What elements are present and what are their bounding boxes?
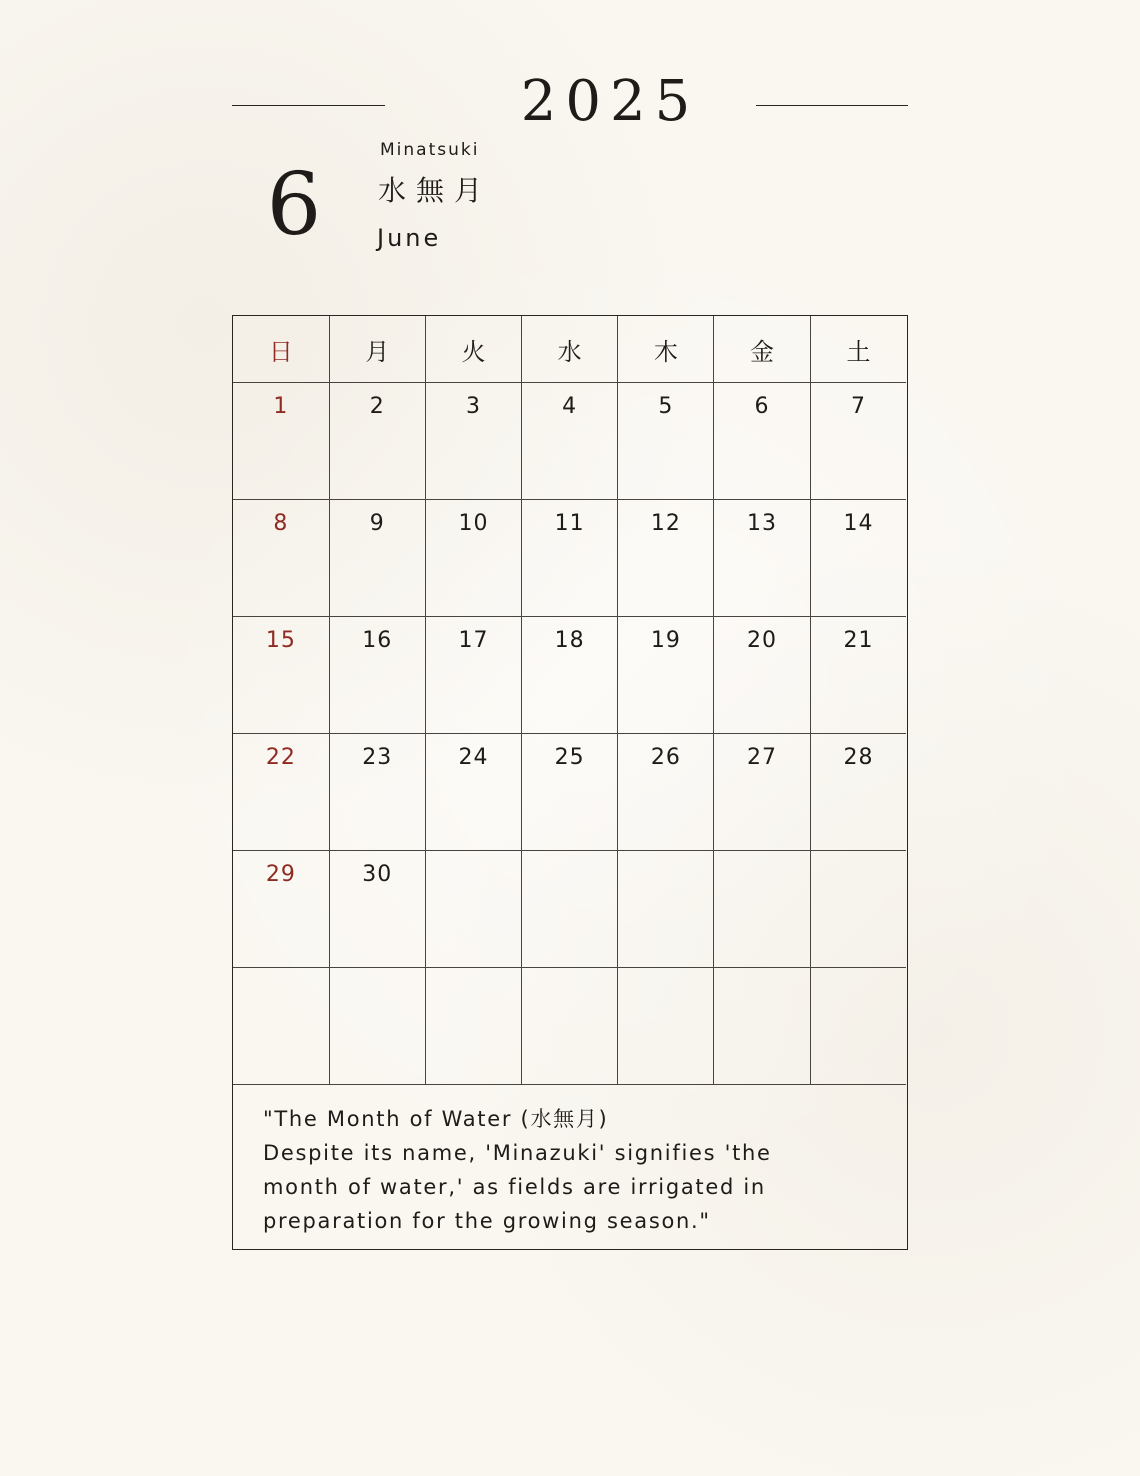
note-line: "The Month of Water (水無月) bbox=[263, 1107, 609, 1131]
day-number bbox=[522, 851, 617, 863]
day-cell bbox=[522, 734, 618, 851]
day-cell bbox=[233, 617, 329, 734]
day-cell bbox=[810, 617, 906, 734]
header-rule-left bbox=[232, 105, 385, 106]
day-number bbox=[811, 968, 907, 980]
week-row-3 bbox=[233, 617, 906, 734]
day-number: 20 bbox=[747, 628, 778, 653]
month-english-name: June bbox=[377, 224, 442, 252]
day-cell bbox=[522, 968, 618, 1085]
day-number bbox=[522, 968, 617, 980]
note-line: Despite its name, 'Minazuki' signifies 'the bbox=[263, 1141, 772, 1165]
day-cell bbox=[810, 851, 906, 968]
day-cell bbox=[714, 500, 810, 617]
week-row-2 bbox=[233, 500, 906, 617]
day-number: 4 bbox=[562, 394, 578, 419]
week-row-1 bbox=[233, 383, 906, 500]
day-number: 9 bbox=[369, 511, 385, 536]
week-row-5 bbox=[233, 851, 906, 968]
day-cell bbox=[618, 383, 714, 500]
day-cell bbox=[714, 383, 810, 500]
day-cell bbox=[618, 968, 714, 1085]
day-number: 8 bbox=[273, 511, 289, 536]
month-romaji-name: Minatsuki bbox=[380, 140, 480, 160]
day-cell bbox=[810, 734, 906, 851]
day-cell bbox=[329, 617, 425, 734]
day-number: 12 bbox=[650, 511, 681, 536]
year-title: 2025 bbox=[520, 69, 700, 134]
day-number: 19 bbox=[650, 628, 681, 653]
day-cell bbox=[233, 851, 329, 968]
day-cell bbox=[618, 617, 714, 734]
day-cell bbox=[618, 734, 714, 851]
weekday-friday: 金 bbox=[714, 316, 810, 383]
day-number: 24 bbox=[458, 745, 489, 770]
month-note bbox=[263, 1102, 873, 1238]
day-cell bbox=[522, 500, 618, 617]
day-number: 14 bbox=[843, 511, 874, 536]
day-cell bbox=[714, 734, 810, 851]
weekday-thursday: 木 bbox=[618, 316, 714, 383]
day-cell bbox=[233, 734, 329, 851]
month-number: 6 bbox=[266, 155, 322, 255]
week-row-6 bbox=[233, 968, 906, 1085]
weekday-tuesday: 火 bbox=[425, 316, 521, 383]
day-number bbox=[233, 968, 329, 980]
day-cell bbox=[329, 734, 425, 851]
day-number bbox=[426, 851, 521, 863]
day-number: 16 bbox=[362, 628, 393, 653]
day-cell bbox=[618, 500, 714, 617]
weekday-monday: 月 bbox=[329, 316, 425, 383]
day-number: 13 bbox=[747, 511, 778, 536]
day-number: 27 bbox=[747, 745, 778, 770]
day-number: 21 bbox=[843, 628, 874, 653]
day-cell bbox=[233, 500, 329, 617]
day-cell bbox=[233, 968, 329, 1085]
day-cell bbox=[810, 500, 906, 617]
day-cell bbox=[425, 383, 521, 500]
day-cell bbox=[714, 968, 810, 1085]
day-cell bbox=[810, 383, 906, 500]
day-cell bbox=[714, 851, 810, 968]
day-cell bbox=[329, 383, 425, 500]
day-number bbox=[714, 851, 809, 863]
day-cell bbox=[425, 617, 521, 734]
day-cell bbox=[522, 383, 618, 500]
day-number bbox=[811, 851, 907, 863]
day-number bbox=[426, 968, 521, 980]
calendar-grid bbox=[232, 315, 908, 1250]
weekday-wednesday: 水 bbox=[522, 316, 618, 383]
day-number: 18 bbox=[554, 628, 585, 653]
day-cell bbox=[329, 851, 425, 968]
day-number: 17 bbox=[458, 628, 489, 653]
day-cell bbox=[329, 500, 425, 617]
day-number: 2 bbox=[369, 394, 385, 419]
calendar-table bbox=[233, 316, 906, 1085]
day-cell bbox=[810, 968, 906, 1085]
day-cell bbox=[425, 734, 521, 851]
day-number: 25 bbox=[554, 745, 585, 770]
day-cell bbox=[618, 851, 714, 968]
note-line: month of water,' as fields are irrigated in bbox=[263, 1175, 766, 1199]
day-number: 5 bbox=[658, 394, 674, 419]
day-cell bbox=[522, 851, 618, 968]
day-number: 30 bbox=[362, 862, 393, 887]
weekday-header-row bbox=[233, 316, 906, 383]
day-number: 28 bbox=[843, 745, 874, 770]
day-cell bbox=[425, 500, 521, 617]
day-cell bbox=[714, 617, 810, 734]
day-number bbox=[618, 851, 713, 863]
day-number bbox=[618, 968, 713, 980]
day-number bbox=[330, 968, 425, 980]
header-rule-right bbox=[756, 105, 908, 106]
day-number: 11 bbox=[554, 511, 585, 536]
weekday-saturday: 土 bbox=[810, 316, 906, 383]
day-number: 7 bbox=[850, 394, 866, 419]
day-number bbox=[714, 968, 809, 980]
month-kanji-name: 水無月 bbox=[378, 174, 493, 207]
day-number: 23 bbox=[362, 745, 393, 770]
week-row-4 bbox=[233, 734, 906, 851]
day-cell bbox=[329, 968, 425, 1085]
day-number: 22 bbox=[265, 745, 296, 770]
day-number: 26 bbox=[650, 745, 681, 770]
day-number: 10 bbox=[458, 511, 489, 536]
day-number: 6 bbox=[754, 394, 770, 419]
note-line: preparation for the growing season." bbox=[263, 1209, 711, 1233]
day-number: 3 bbox=[465, 394, 481, 419]
day-cell bbox=[425, 968, 521, 1085]
day-number: 15 bbox=[265, 628, 296, 653]
weekday-sunday: 日 bbox=[233, 316, 329, 383]
day-cell bbox=[233, 383, 329, 500]
day-cell bbox=[425, 851, 521, 968]
day-number: 29 bbox=[265, 862, 296, 887]
day-number: 1 bbox=[273, 394, 289, 419]
day-cell bbox=[522, 617, 618, 734]
